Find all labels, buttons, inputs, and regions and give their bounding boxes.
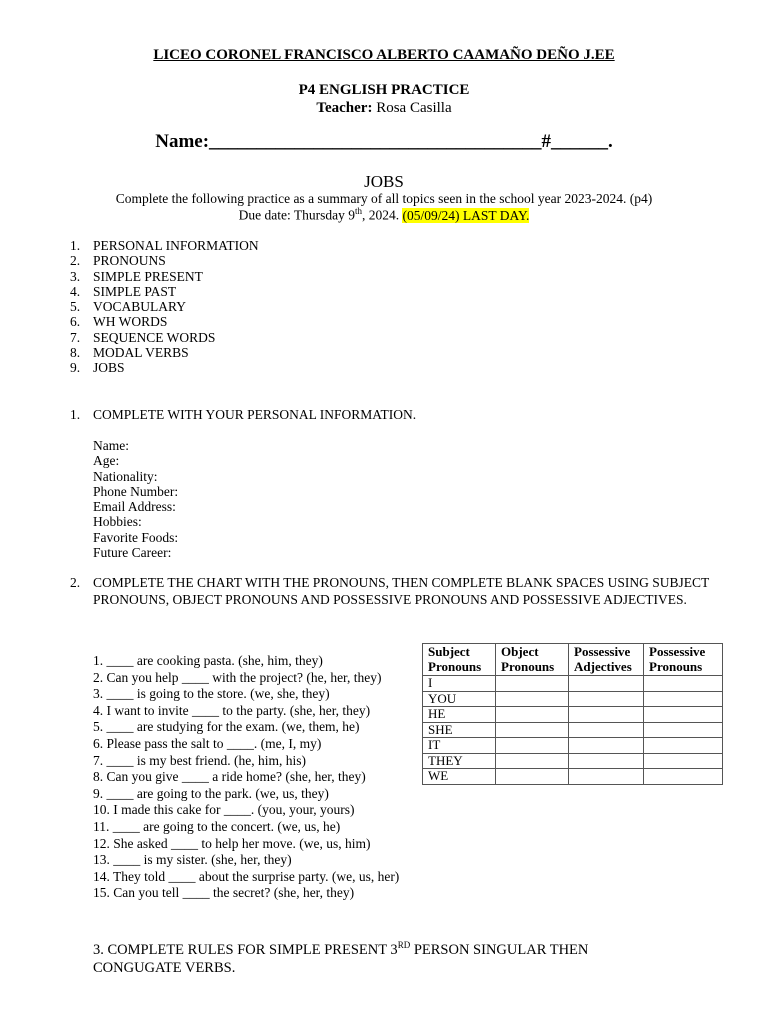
- sentence: 14. They told ____ about the surprise party. (we, us, her): [93, 868, 400, 884]
- blank-cell[interactable]: [644, 753, 723, 769]
- list-item: 2. PRONOUNS: [70, 253, 166, 269]
- due-after: , 2024.: [361, 207, 403, 223]
- row-label: WE: [423, 769, 496, 785]
- teacher-name: Rosa Casilla: [376, 100, 452, 116]
- blank-cell[interactable]: [569, 707, 644, 723]
- school-name: LICEO CORONEL FRANCISCO ALBERTO CAAMAÑO DEÑO J.EE: [153, 47, 615, 63]
- personal-info-fields: [93, 438, 178, 560]
- sentence: 13. ____ is my sister. (she, her, they): [93, 852, 292, 868]
- sentence: 15. Can you tell ____ the secret? (she, her, they): [93, 885, 355, 901]
- name-blank: ___________________________________#______.: [209, 131, 613, 152]
- sentence: 9. ____ are going to the park. (we, us, they): [93, 785, 329, 801]
- field-label: Favorite Foods:: [93, 529, 179, 545]
- pronoun-chart: [422, 643, 723, 785]
- blank-cell[interactable]: [496, 676, 569, 692]
- blank-cell[interactable]: [569, 769, 644, 785]
- row-label: THEY: [423, 753, 496, 769]
- instructions: Complete the following practice as a summary of all topics seen in the school year 2023-2024. (p4): [115, 191, 653, 206]
- row-label: SHE: [423, 722, 496, 738]
- sentence: 4. I want to invite ____ to the party. (she, her, they): [93, 702, 371, 718]
- due-suffix: th: [354, 206, 362, 216]
- blank-cell[interactable]: [644, 676, 723, 692]
- sentence: 11. ____ are going to the concert. (we, us, he): [93, 818, 341, 834]
- sentence: 1. ____ are cooking pasta. (she, him, they): [93, 653, 323, 668]
- sentence: 8. Can you give ____ a ride home? (she, her, they): [93, 769, 366, 785]
- list-item: 4. SIMPLE PAST: [70, 283, 177, 299]
- blank-cell[interactable]: [496, 722, 569, 738]
- sentence: 2. Can you help ____ with the project? (he, her, they): [93, 669, 382, 685]
- table-row: [423, 769, 723, 785]
- section3-heading: 3. COMPLETE RULES FOR SIMPLE PRESENT 3RD PERSON SINGULAR THEN CONGUGATE VERBS.: [93, 940, 589, 976]
- blank-cell[interactable]: [496, 769, 569, 785]
- page-title: JOBS: [364, 172, 404, 191]
- list-item: 1. PERSONAL INFORMATION: [70, 238, 259, 253]
- list-item: 7. SEQUENCE WORDS: [70, 329, 216, 345]
- due-highlight: (05/09/24) LAST DAY.: [402, 207, 530, 223]
- blank-cell[interactable]: [569, 738, 644, 754]
- field-label: Hobbies:: [93, 514, 142, 530]
- blank-cell[interactable]: [496, 753, 569, 769]
- teacher-line: [0, 100, 768, 117]
- blank-cell[interactable]: [496, 707, 569, 723]
- blank-cell[interactable]: [644, 769, 723, 785]
- row-label: I: [423, 676, 496, 692]
- blank-cell[interactable]: [569, 753, 644, 769]
- column-header: Possessive Pronouns: [644, 644, 723, 676]
- topics-list: [70, 238, 259, 376]
- table-row: [423, 722, 723, 738]
- sentence: 6. Please pass the salt to ____. (me, I, my): [93, 735, 322, 751]
- list-item: 5. VOCABULARY: [70, 299, 187, 315]
- field-label: Name:: [93, 438, 129, 453]
- field-label: Age:: [93, 453, 120, 469]
- pronoun-sentences: [93, 653, 428, 902]
- sentence: 5. ____ are studying for the exam. (we, them, he): [93, 719, 360, 735]
- field-label: Nationality:: [93, 468, 158, 484]
- row-label: YOU: [423, 691, 496, 707]
- sentence: 7. ____ is my best friend. (he, him, his): [93, 752, 306, 768]
- list-item: 6. WH WORDS: [70, 314, 168, 330]
- field-label: Future Career:: [93, 545, 172, 561]
- due-date: [0, 206, 768, 224]
- sentence: 12. She asked ____ to help her move. (we, us, him): [93, 835, 371, 851]
- course-title: P4 ENGLISH PRACTICE: [298, 82, 470, 98]
- blank-cell[interactable]: [644, 722, 723, 738]
- row-label: HE: [423, 707, 496, 723]
- table-header-row: [423, 644, 723, 676]
- column-header: Subject Pronouns: [423, 644, 496, 676]
- teacher-label: Teacher:: [316, 100, 373, 116]
- column-header: Object Pronouns: [496, 644, 569, 676]
- list-item: 8. MODAL VERBS: [70, 345, 189, 361]
- blank-cell[interactable]: [644, 738, 723, 754]
- table-row: [423, 753, 723, 769]
- name-line: [0, 131, 768, 153]
- sentence: 3. ____ is going to the store. (we, she, they): [93, 686, 330, 702]
- blank-cell[interactable]: [496, 691, 569, 707]
- list-item: 3. SIMPLE PRESENT: [70, 268, 203, 284]
- blank-cell[interactable]: [569, 722, 644, 738]
- table-row: [423, 691, 723, 707]
- table-row: [423, 738, 723, 754]
- sentence: 10. I made this cake for ____. (you, your, yours): [93, 802, 355, 818]
- column-header: Possessive Adjectives: [569, 644, 644, 676]
- field-label: Phone Number:: [93, 483, 179, 499]
- table-row: [423, 707, 723, 723]
- table-row: [423, 676, 723, 692]
- blank-cell[interactable]: [644, 707, 723, 723]
- row-label: IT: [423, 738, 496, 754]
- blank-cell[interactable]: [496, 738, 569, 754]
- field-label: Email Address:: [93, 499, 176, 515]
- blank-cell[interactable]: [569, 676, 644, 692]
- name-label: Name:: [155, 131, 210, 152]
- section2-heading: 2. COMPLETE THE CHART WITH THE PRONOUNS, THEN COMPLETE BLANK SPACES USING SUBJECT PRONOUNS, OBJECT PRONOUNS AND POSSESSIVE PRONOUNS AND POSSESSIVE ADJECTIVES.: [70, 575, 710, 607]
- due-prefix: Due date: Thursday 9: [238, 207, 355, 223]
- list-item: 9. JOBS: [70, 360, 125, 376]
- blank-cell[interactable]: [569, 691, 644, 707]
- blank-cell[interactable]: [644, 691, 723, 707]
